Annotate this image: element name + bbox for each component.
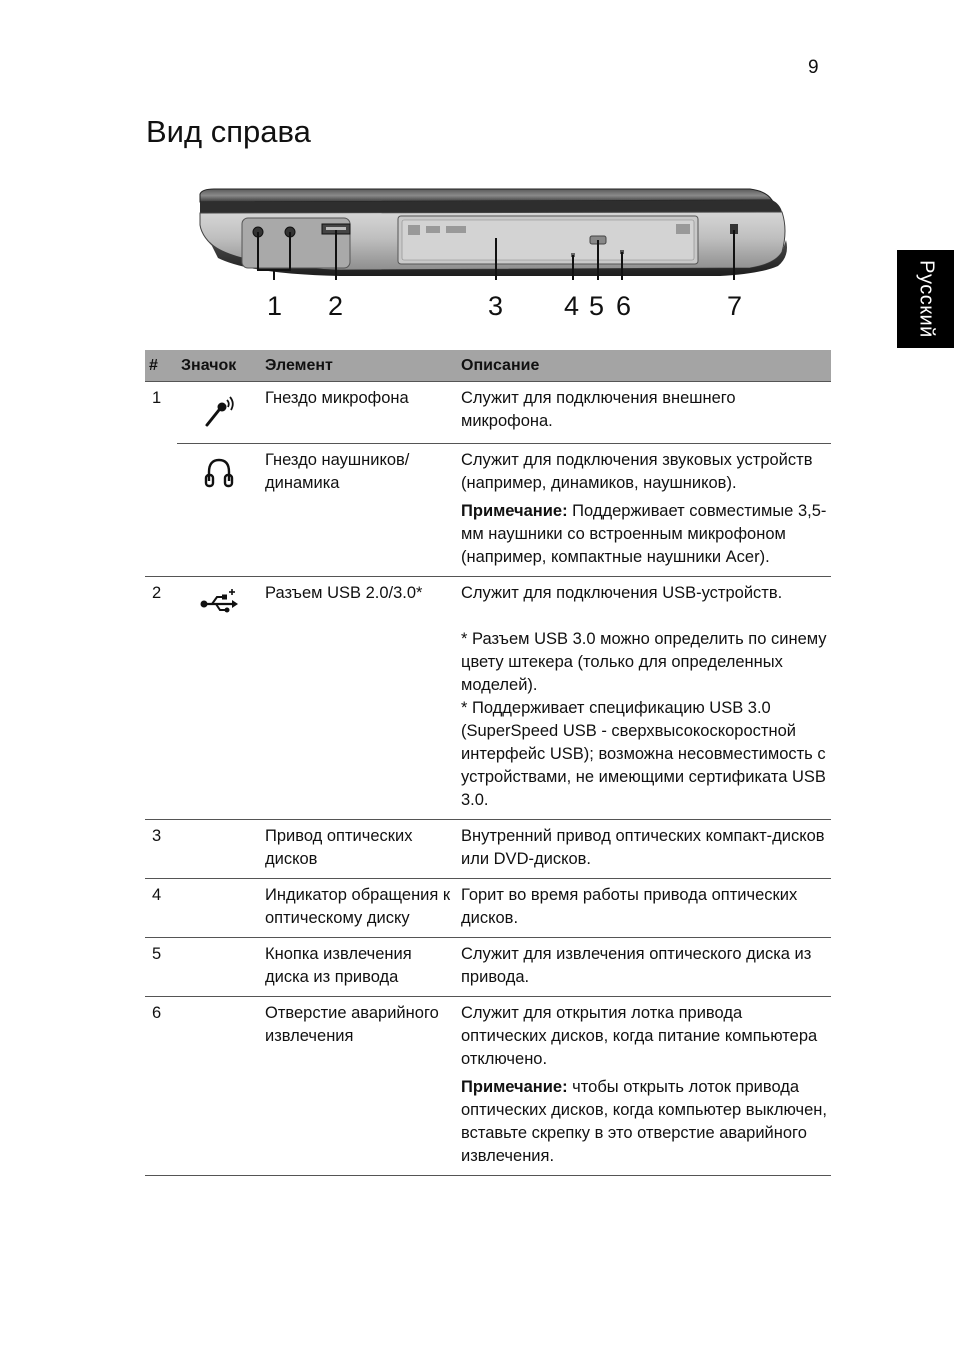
- language-tab-label: Русский: [915, 260, 937, 338]
- element-footnote: * Поддерживает спецификацию USB 3.0 (SuperSpeed USB - сверхвысокоскоростной интерфейс USB); возможна несовместимость с устройствами, не имеющими сертификата USB 3.0.: [461, 699, 826, 809]
- header-description: Описание: [457, 350, 831, 382]
- components-table: [145, 350, 831, 1176]
- callout-1: 1: [267, 291, 283, 321]
- page-title: Вид справа: [146, 114, 311, 149]
- laptop-lid: [200, 189, 772, 202]
- row-number: 3: [145, 820, 177, 879]
- row-number: 6: [145, 997, 177, 1176]
- element-name: Кнопка извлечения диска из привода: [261, 938, 457, 997]
- element-footnote: * Разъем USB 3.0 можно определить по синему цвету штекера (только для определенных моделей).: [461, 630, 827, 694]
- table-row: [145, 938, 831, 997]
- laptop-right-side-illustration: [190, 180, 790, 330]
- note-text: чтобы открыть лоток привода оптических дисков, когда компьютер выключен, вставьте скрепку в это отверстие аварийного извлечения.: [461, 1078, 827, 1165]
- element-name: Разъем USB 2.0/3.0*: [261, 577, 457, 820]
- element-description: Служит для извлечения оптического диска из привода.: [461, 945, 812, 986]
- note-label: Примечание:: [461, 1078, 568, 1096]
- row-number: 2: [145, 577, 177, 820]
- table-row: [145, 879, 831, 938]
- element-description: Служит для подключения звуковых устройств (например, динамиков, наушников).: [461, 451, 813, 492]
- element-note: [461, 1076, 827, 1168]
- row-number: 5: [145, 938, 177, 997]
- element-name: Гнездо наушников/ динамика: [261, 444, 457, 577]
- callout-5: 5: [589, 291, 605, 321]
- table-row: [145, 577, 831, 820]
- microphone-icon: [201, 393, 237, 429]
- table-header-row: [145, 350, 831, 382]
- table-row: [145, 444, 831, 577]
- callout-3: 3: [488, 291, 504, 321]
- note-text: Поддерживает совместимые 3,5-мм наушники со встроенным микрофоном (например, компактные наушники Acer).: [461, 502, 827, 566]
- table-row: [145, 382, 831, 444]
- note-label: Примечание:: [461, 502, 568, 520]
- header-num: #: [145, 350, 177, 382]
- element-name: Отверстие аварийного извлечения: [261, 997, 457, 1176]
- row-number: [145, 444, 177, 577]
- element-description: Служит для подключения внешнего микрофона.: [461, 389, 736, 430]
- page-number: 9: [808, 57, 819, 78]
- table-row: [145, 997, 831, 1176]
- usb-icon: [199, 588, 239, 614]
- table-row: [145, 820, 831, 879]
- element-name: Привод оптических дисков: [261, 820, 457, 879]
- language-tab: [897, 250, 954, 348]
- row-number: 1: [152, 389, 162, 407]
- callout-6: 6: [616, 291, 632, 321]
- element-description: Горит во время работы привода оптических дисков.: [461, 886, 798, 927]
- element-name: Индикатор обращения к оптическому диску: [261, 879, 457, 938]
- element-name: Гнездо микрофона: [265, 389, 409, 407]
- callout-7: 7: [727, 291, 743, 321]
- callout-4: 4: [564, 291, 580, 321]
- callout-2: 2: [328, 291, 344, 321]
- header-icon: Значок: [177, 350, 261, 382]
- element-description: Служит для открытия лотка привода оптических дисков, когда питание компьютера отключено.: [461, 1004, 818, 1068]
- headphones-icon: [201, 455, 237, 491]
- row-number: 4: [145, 879, 177, 938]
- element-description: Внутренний привод оптических компакт-дисков или DVD-дисков.: [461, 827, 825, 868]
- element-note: [461, 500, 827, 569]
- header-element: Элемент: [261, 350, 457, 382]
- element-description: Служит для подключения USB-устройств.: [461, 584, 783, 602]
